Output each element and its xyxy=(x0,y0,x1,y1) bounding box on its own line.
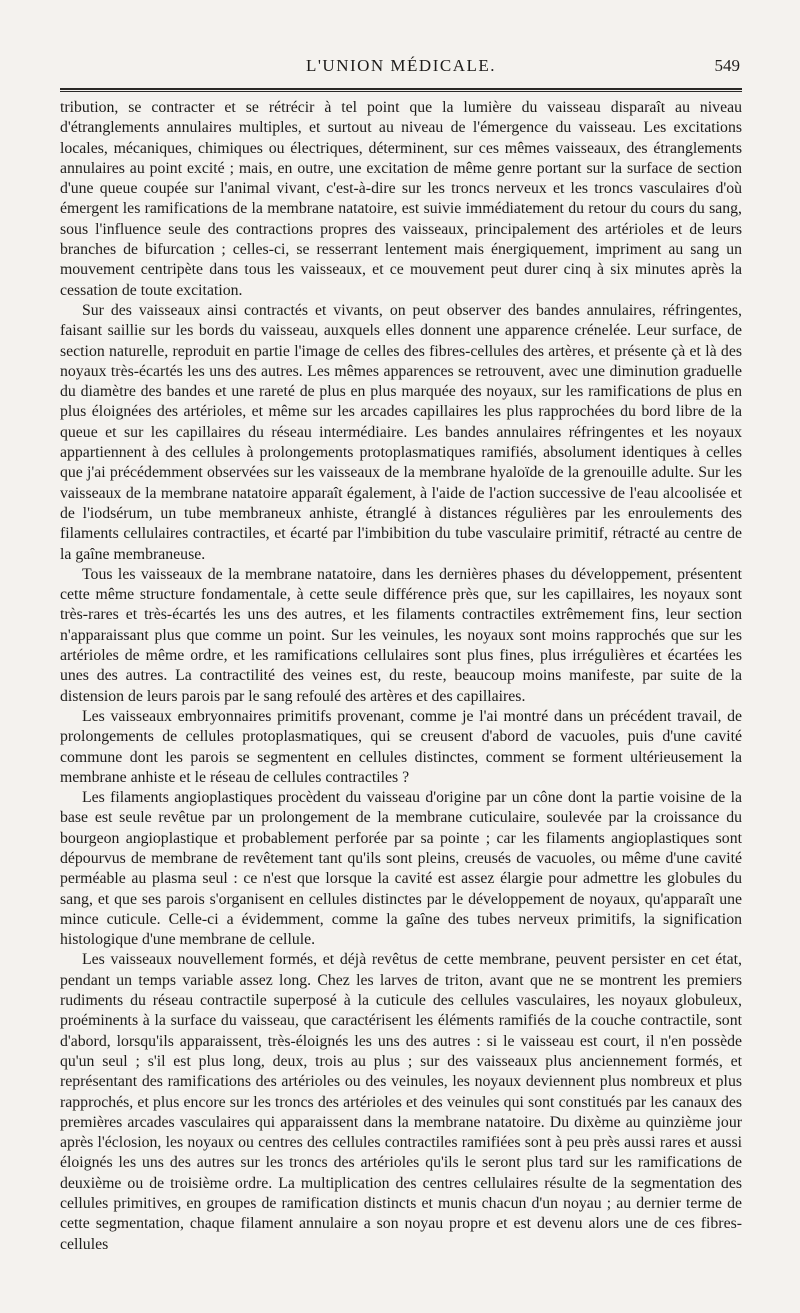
paragraph-5: Les filaments angioplastiques procèdent du vaisseau d'origine par un cône dont la partie voisine de la base est seule revêtue par un prolongement de la membrane cuticulaire, soulevée par la croissance du bourgeon angioplastique et probablement perforée par sa pointe ; car les filaments angioplastiques sont dépourvus de membrane de revêtement tant qu'ils sont pleins, creusés de vacuoles, ou même d'une cavité perméable au plasma seul : ce n'est que lorsque la cavité est assez élargie pour admettre les globules du sang, et que ses parois s'organisent en cellules distinctes par le développement de noyaux, qu'apparaît une mince cuticule. Celle-ci a évidemment, comme la gaîne des tubes nerveux primitifs, la signification histologique d'une membrane de cellule. xyxy=(60,789,742,949)
journal-title: L'UNION MÉDICALE. xyxy=(305,56,497,75)
article-body xyxy=(60,98,742,1255)
paragraph-2: Sur des vaisseaux ainsi contractés et vivants, on peut observer des bandes annulaires, réfringentes, faisant saillie sur les bords du vaisseau, auxquels elles donnent une apparence crénelée. Leur surface, de section naturelle, reproduit en partie l'image de celles des fibres-cellules des artères, et présente çà et là des noyaux très-écartés les uns des autres. Les mêmes apparences se retrouvent, avec une diminution graduelle du diamètre des bandes et une rareté de plus en plus marquée des noyaux, sur les ramifications de plus en plus éloignées des artérioles, et même sur les arcades capillaires les plus rapprochées du bord libre de la queue et sur les capillaires du réseau intermédiaire. Les bandes annulaires réfringentes et les noyaux appartiennent à des cellules à prolongements protoplasmatiques ramifiés, absolument identiques à celles que j'ai précédemment observées sur les vaisseaux de la membrane hyaloïde de la grenouille adulte. Sur les vaisseaux de la membrane natatoire apparaît également, à l'aide de l'action successive de l'eau alcoolisée et de l'iodsérum, un tube membraneux anhiste, étranglé à distances régulières par les enroulements des filaments cellulaires contractiles, et écarté par l'imbibition du tube vasculaire primitif, rétracté au centre de la gaîne membraneuse. xyxy=(60,301,742,563)
page-number: 549 xyxy=(714,56,740,75)
paragraph-3: Tous les vaisseaux de la membrane natatoire, dans les dernières phases du développement, présentent cette même structure fondamentale, à cette seule différence près que, sur les capillaires, les noyaux sont très-rares et très-écartés les uns des autres, et les filaments contractiles extrêmement fins, leur section n'apparaissant plus que comme un point. Sur les veinules, les noyaux sont moins rapprochés que sur les artérioles de même ordre, et les ramifications cellulaires sont plus fines, plus irrégulières et écartées les unes des autres. La contractilité des veines est, du reste, beaucoup moins manifeste, par suite de la distension de leurs parois par le sang refoulé des artères et des capillaires. xyxy=(60,565,742,705)
paragraph-6: Les vaisseaux nouvellement formés, et déjà revêtus de cette membrane, peuvent persister en cet état, pendant un temps variable assez long. Chez les larves de triton, avant que ne se montrent les premiers rudiments du réseau contractile superposé à la cuticule des cellules vasculaires, les noyaux globuleux, proéminents à la surface du vaisseau, que caractérisent les éléments ramifiés de la couche contractile, sont d'abord, lorsqu'ils apparaissent, très-éloignés les uns des autres : si le vaisseau est court, il n'en possède qu'un seul ; s'il est plus long, deux, trois au plus ; sur des vaisseaux plus anciennement formés, et représentant des ramifications des artérioles ou des veinules, les noyaux deviennent plus nombreux et plus rapprochés, et plus encore sur les troncs des artérioles et des veinules qui sont constitués par les canaux des premières arcades vasculaires qui apparaissent dans la membrane natatoire. Du dixème au quinzième jour après l'éclosion, les noyaux ou centres des cellules contractiles ramifiées sont à peu près aussi rares et aussi éloignés les uns des autres sur les troncs des artérioles qu'ils le seront plus tard sur les ramifications de deuxième ou de troisième ordre. La multiplication des centres cellulaires résulte de la segmentation des cellules primitives, en groupes de ramification distincts et munis chacun d'un noyau ; au dernier terme de cette segmentation, chaque filament annulaire a son noyau propre et est devenu alors une de ces fibres-cellules xyxy=(60,951,742,1253)
paragraph-4: Les vaisseaux embryonnaires primitifs provenant, comme je l'ai montré dans un précédent travail, de prolongements de cellules protoplasmatiques, qui se creusent d'abord de vacuoles, puis d'une cavité commune dont les parois se segmentent en cellules distinctes, comment se forment ultérieusement la membrane anhiste et le réseau de cellules contractiles ? xyxy=(60,707,742,786)
running-header xyxy=(60,52,742,82)
paragraph-1: tribution, se contracter et se rétrécir à tel point que la lumière du vaisseau disparaît au niveau d'étranglements annulaires multiples, et surtout au niveau de l'émergence du vaisseau. Les excitations locales, mécaniques, chimiques ou électriques, déterminent, sur ces mêmes vaisseaux, des étranglements annulaires au point excité ; mais, en outre, une excitation de même genre portant sur la surface de section d'une queue coupée sur l'animal vivant, c'est-à-dire sur les troncs nerveux et les troncs vasculaires d'où émergent les ramifications de la membrane natatoire, est suivie immédiatement du retour du cours du sang, sous l'influence seule des contractions propres des vaisseaux, principalement des artérioles et de leurs branches de bifurcation ; celles-ci, se resserrant lentement mais énergiquement, impriment au sang un mouvement centripète dans tous les vaisseaux, et ce mouvement peut durer cinq à six minutes après la cessation de toute excitation. xyxy=(60,99,742,299)
header-rule xyxy=(60,88,742,92)
